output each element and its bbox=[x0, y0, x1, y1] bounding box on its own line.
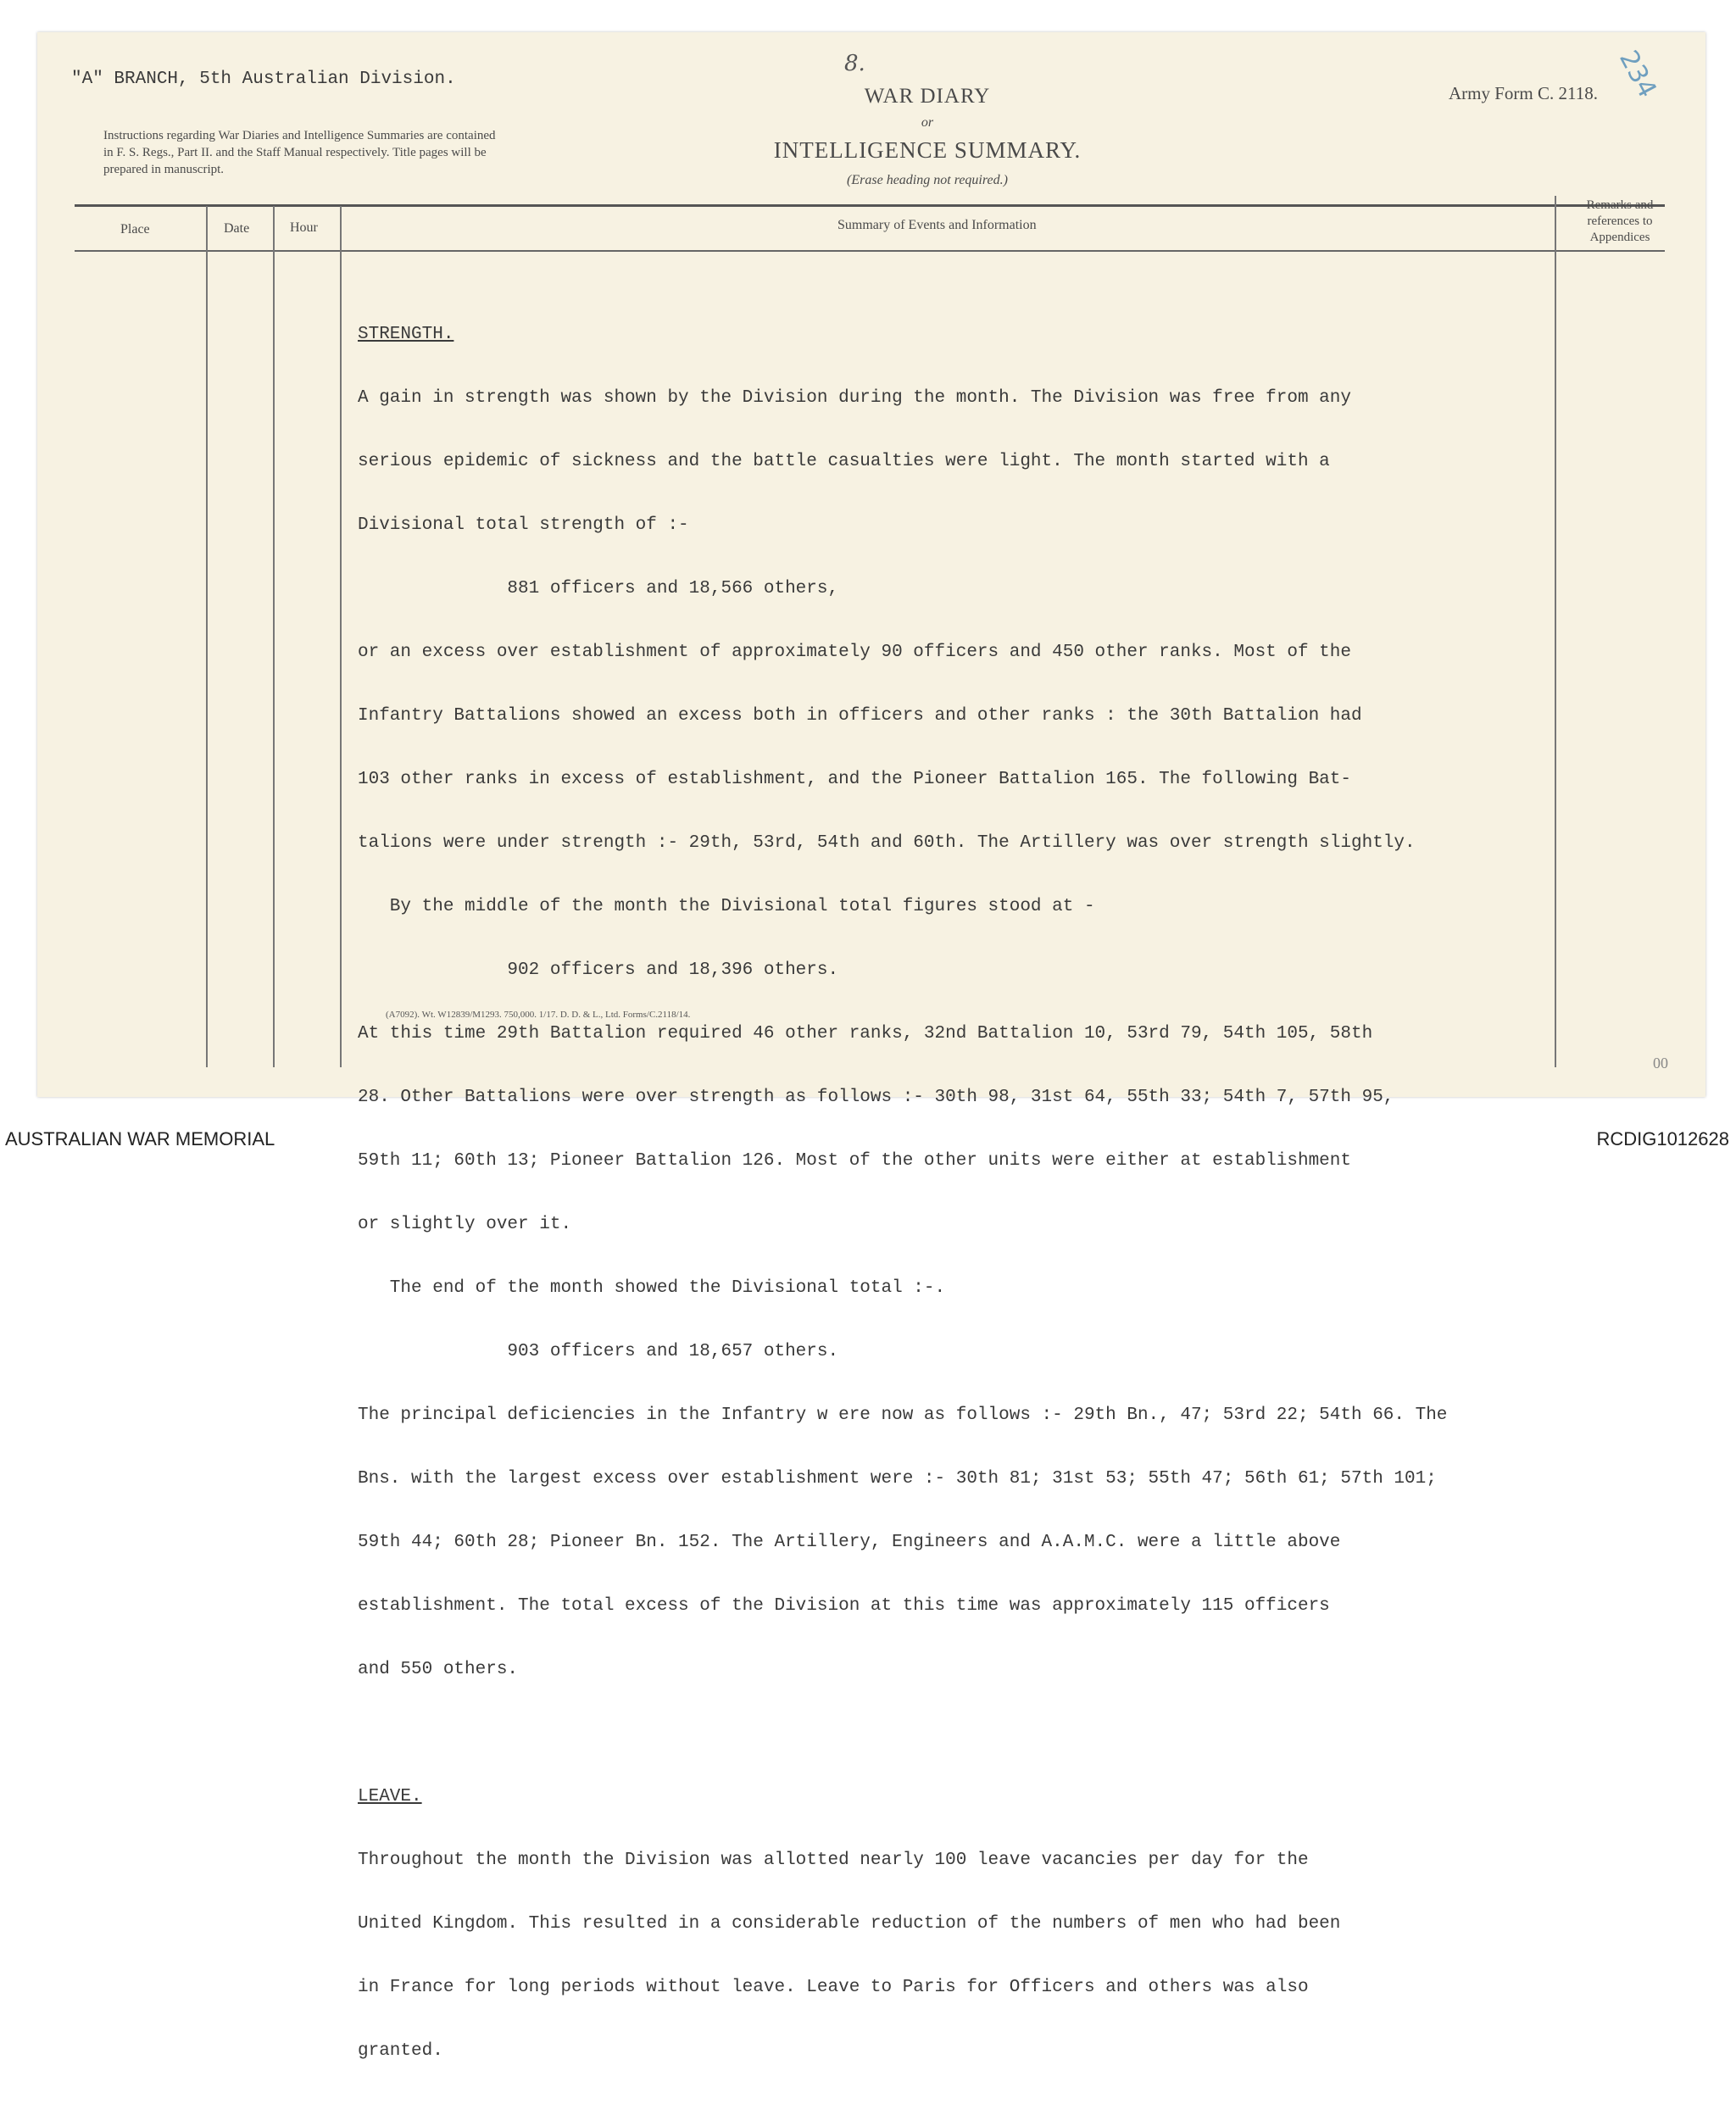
title-or: or bbox=[921, 115, 934, 130]
body-line: 59th 11; 60th 13; Pioneer Battalion 126. Most of the other units were either at establishment bbox=[358, 1151, 1351, 1171]
title-war-diary: WAR DIARY bbox=[864, 85, 991, 108]
folio-stamp: 234 bbox=[1613, 46, 1662, 103]
col-header-remarks-1: Remarks and bbox=[1586, 198, 1654, 212]
title-intelligence-summary: INTELLIGENCE SUMMARY. bbox=[773, 137, 1082, 163]
body-line: talions were under strength :- 29th, 53rd, 54th and 60th. The Artillery was over strength slightly. bbox=[358, 833, 1416, 853]
header-rule-top bbox=[75, 204, 1665, 207]
body-line: 103 other ranks in excess of establishment, and the Pioneer Battalion 165. The following Bat- bbox=[358, 770, 1351, 789]
corner-mark: 00 bbox=[1653, 1055, 1668, 1071]
body-line: At this time 29th Battalion required 46 other ranks, 32nd Battalion 10, 53rd 79, 54th 105, 58th bbox=[358, 1024, 1373, 1044]
army-form-label: Army Form C. 2118. bbox=[1449, 83, 1598, 103]
col-header-summary: Summary of Events and Information bbox=[837, 218, 1037, 232]
printer-note: (A7092). Wt. W12839/M1293. 750,000. 1/17. D. D. & L., Ltd. Forms/C.2118/14. bbox=[386, 1010, 691, 1020]
body-line: 881 officers and 18,566 others, bbox=[358, 579, 839, 598]
body-line: serious epidemic of sickness and the battle casualties were light. The month started with a bbox=[358, 452, 1330, 471]
body-line: By the middle of the month the Divisional total figures stood at - bbox=[358, 897, 1095, 916]
body-line: Throughout the month the Division was allotted nearly 100 leave vacancies per day for the bbox=[358, 1851, 1309, 1870]
erase-heading-note: (Erase heading not required.) bbox=[847, 173, 1008, 187]
caption-record-id: RCDIG1012628 bbox=[1596, 1128, 1729, 1149]
body-line: The end of the month showed the Divisional total :-. bbox=[358, 1278, 946, 1298]
body-line: or an excess over establishment of approximately 90 officers and 450 other ranks. Most of the bbox=[358, 643, 1351, 662]
body-line: 903 officers and 18,657 others. bbox=[358, 1342, 839, 1361]
col-divider-4 bbox=[1555, 196, 1556, 1067]
instructions-note: Instructions regarding War Diaries and Intelligence Summaries are contained in F. S. Regs., Part II. and the Staff Manual respectively. Title pages will be prepared in manuscript. bbox=[103, 129, 496, 176]
heading-leave: LEAVE. bbox=[358, 1787, 422, 1806]
col-header-place: Place bbox=[120, 222, 150, 237]
body-line: 902 officers and 18,396 others. bbox=[358, 960, 839, 980]
col-header-hour: Hour bbox=[290, 220, 318, 235]
body-line: 59th 44; 60th 28; Pioneer Bn. 152. The Artillery, Engineers and A.A.M.C. were a little above bbox=[358, 1533, 1341, 1552]
col-header-date: Date bbox=[224, 221, 250, 236]
body-line: Bns. with the largest excess over establishment were :- 30th 81; 31st 53; 55th 47; 56th 61; 57th 101; bbox=[358, 1469, 1437, 1489]
col-divider-3 bbox=[340, 206, 342, 1067]
summary-body bbox=[358, 281, 1447, 2104]
header-rule-bottom bbox=[75, 250, 1665, 252]
body-line: Divisional total strength of :- bbox=[358, 515, 689, 535]
body-line: in France for long periods without leave. Leave to Paris for Officers and others was also bbox=[358, 1978, 1309, 1997]
col-header-remarks-2: references to bbox=[1587, 214, 1653, 228]
col-divider-1 bbox=[206, 206, 208, 1067]
col-header-remarks-3: Appendices bbox=[1589, 231, 1650, 244]
body-line: granted. bbox=[358, 2041, 443, 2061]
body-line: or slightly over it. bbox=[358, 1215, 572, 1234]
body-line: The principal deficiencies in the Infantry w ere now as follows :- 29th Bn., 47; 53rd 22; 54th 66. The bbox=[358, 1405, 1448, 1425]
body-line: 28. Other Battalions were over strength as follows :- 30th 98, 31st 64, 55th 33; 54th 7, 57th 95, bbox=[358, 1088, 1394, 1107]
body-line: and 550 others. bbox=[358, 1660, 519, 1679]
branch-label: "A" BRANCH, 5th Australian Division. bbox=[71, 70, 456, 89]
page-number: 8. bbox=[844, 51, 865, 76]
body-line: United Kingdom. This resulted in a considerable reduction of the numbers of men who had been bbox=[358, 1914, 1341, 1934]
heading-strength: STRENGTH. bbox=[358, 325, 454, 344]
body-line: establishment. The total excess of the Division at this time was approximately 115 officers bbox=[358, 1596, 1330, 1616]
body-line: Infantry Battalions showed an excess both in officers and other ranks : the 30th Battalion had bbox=[358, 706, 1362, 726]
body-line: A gain in strength was shown by the Division during the month. The Division was free from any bbox=[358, 388, 1351, 408]
body-line bbox=[358, 1723, 1447, 1744]
col-divider-2 bbox=[273, 206, 275, 1067]
caption-archive: AUSTRALIAN WAR MEMORIAL bbox=[5, 1128, 275, 1149]
